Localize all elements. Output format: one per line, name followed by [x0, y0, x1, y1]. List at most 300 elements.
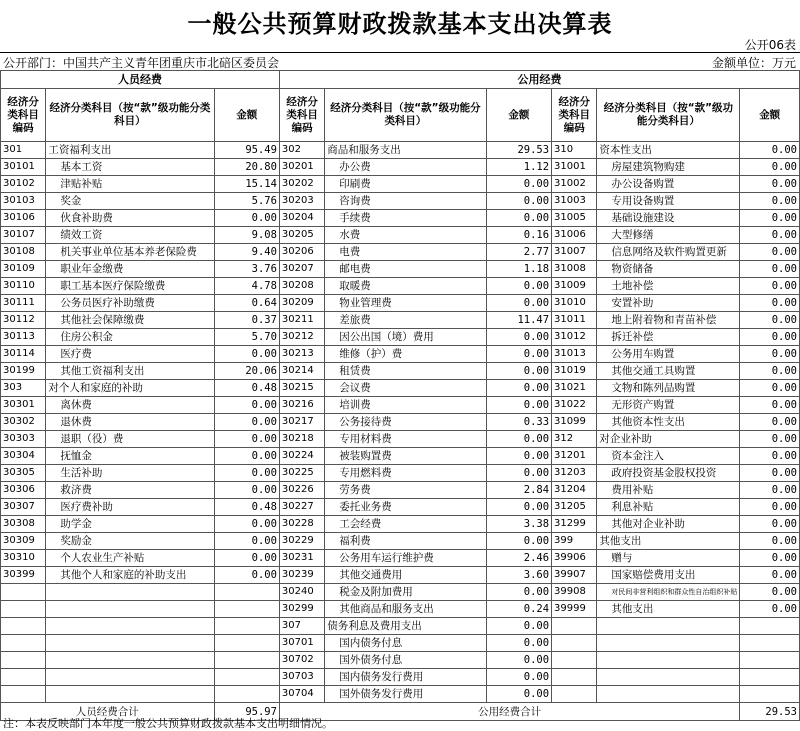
- name-cell-col2: 国内债务付息: [325, 635, 486, 652]
- name-cell-col1: 津贴补贴: [46, 176, 214, 193]
- name-cell-col2: 公务接待费: [325, 414, 486, 431]
- table-row: [1, 363, 800, 380]
- amount-cell-col1: 0.00: [214, 516, 279, 533]
- code-cell-col2: 30226: [279, 482, 324, 499]
- code-cell-col2: 30202: [279, 176, 324, 193]
- name-cell-col1: 退职（役）费: [46, 431, 214, 448]
- table-row: [1, 397, 800, 414]
- amount-cell-col2: 0.00: [486, 448, 551, 465]
- header-code: 经济分类科目编码: [279, 89, 324, 142]
- name-cell-col1: [46, 601, 214, 618]
- code-cell-col1: 30305: [1, 465, 46, 482]
- name-cell-col3: [597, 669, 740, 686]
- header-name: 经济分类科目（按“款”级功能分类科目）: [325, 89, 486, 142]
- code-cell-col3: 31204: [552, 482, 597, 499]
- amount-cell-col2: 0.00: [486, 193, 551, 210]
- table-row: [1, 176, 800, 193]
- table-row: [1, 380, 800, 397]
- name-cell-col3: 资本性支出: [597, 142, 740, 159]
- name-cell-col3: 文物和陈列品购置: [597, 380, 740, 397]
- table-row: [1, 465, 800, 482]
- amount-cell-col2: 0.00: [486, 652, 551, 669]
- group-public: 公用经费: [279, 71, 799, 89]
- name-cell-col1: [46, 584, 214, 601]
- amount-cell-col1: 0.48: [214, 499, 279, 516]
- name-cell-col3: [597, 635, 740, 652]
- code-cell-col1: 30306: [1, 482, 46, 499]
- name-cell-col1: [46, 669, 214, 686]
- code-cell-col2: 30229: [279, 533, 324, 550]
- name-cell-col1: [46, 635, 214, 652]
- amount-cell-col1: 0.48: [214, 380, 279, 397]
- code-cell-col2: 30212: [279, 329, 324, 346]
- code-cell-col2: 30704: [279, 686, 324, 703]
- amount-cell-col1: 5.70: [214, 329, 279, 346]
- code-cell-col1: 30101: [1, 159, 46, 176]
- name-cell-col1: 职工基本医疗保险缴费: [46, 278, 214, 295]
- header-code: 经济分类科目编码: [1, 89, 46, 142]
- code-cell-col3: [552, 635, 597, 652]
- code-cell-col2: 30702: [279, 652, 324, 669]
- amount-cell-col1: 0.00: [214, 465, 279, 482]
- code-cell-col3: 31005: [552, 210, 597, 227]
- amount-cell-col3: 0.00: [740, 516, 800, 533]
- code-cell-col2: 30701: [279, 635, 324, 652]
- amount-cell-col2: 0.00: [486, 346, 551, 363]
- code-cell-col1: [1, 669, 46, 686]
- amount-cell-col3: 0.00: [740, 431, 800, 448]
- name-cell-col1: 抚恤金: [46, 448, 214, 465]
- code-cell-col1: 30399: [1, 567, 46, 584]
- name-cell-col3: 其他对企业补助: [597, 516, 740, 533]
- amount-cell-col1: [214, 669, 279, 686]
- code-cell-col1: 30103: [1, 193, 46, 210]
- code-cell-col2: 30207: [279, 261, 324, 278]
- group-personnel: 人员经费: [1, 71, 280, 89]
- name-cell-col2: 其他交通费用: [325, 567, 486, 584]
- name-cell-col3: 费用补贴: [597, 482, 740, 499]
- name-cell-col3: 国家赔偿费用支出: [597, 567, 740, 584]
- name-cell-col3: 专用设备购置: [597, 193, 740, 210]
- name-cell-col3: 基础设施建设: [597, 210, 740, 227]
- code-cell-col1: 30302: [1, 414, 46, 431]
- code-cell-col1: 30308: [1, 516, 46, 533]
- code-cell-col1: 30108: [1, 244, 46, 261]
- amount-cell-col3: 0.00: [740, 465, 800, 482]
- name-cell-col2: 电费: [325, 244, 486, 261]
- code-cell-col2: 30205: [279, 227, 324, 244]
- amount-cell-col1: 9.40: [214, 244, 279, 261]
- code-cell-col1: [1, 618, 46, 635]
- code-cell-col3: [552, 686, 597, 703]
- table-row: [1, 499, 800, 516]
- table-row: [1, 448, 800, 465]
- code-cell-col1: [1, 601, 46, 618]
- amount-cell-col2: 0.00: [486, 499, 551, 516]
- name-cell-col3: [597, 686, 740, 703]
- code-cell-col1: 30307: [1, 499, 46, 516]
- name-cell-col1: 其他个人和家庭的补助支出: [46, 567, 214, 584]
- code-cell-col1: 301: [1, 142, 46, 159]
- code-cell-col3: 31008: [552, 261, 597, 278]
- group-header-row: [1, 71, 800, 89]
- amount-cell-col3: 0.00: [740, 227, 800, 244]
- table-row: [1, 533, 800, 550]
- name-cell-col2: 债务利息及费用支出: [325, 618, 486, 635]
- table-row: [1, 329, 800, 346]
- table-row: [1, 142, 800, 159]
- table-row: [1, 482, 800, 499]
- name-cell-col3: 公务用车购置: [597, 346, 740, 363]
- amount-cell-col3: 0.00: [740, 567, 800, 584]
- name-cell-col2: 福利费: [325, 533, 486, 550]
- amount-cell-col2: 0.00: [486, 618, 551, 635]
- amount-cell-col2: 0.00: [486, 584, 551, 601]
- name-cell-col2: 培训费: [325, 397, 486, 414]
- amount-cell-col3: 0.00: [740, 210, 800, 227]
- code-cell-col2: 30227: [279, 499, 324, 516]
- amount-cell-col3: [740, 669, 800, 686]
- code-cell-col3: 31019: [552, 363, 597, 380]
- code-cell-col1: 30310: [1, 550, 46, 567]
- name-cell-col1: [46, 652, 214, 669]
- amount-cell-col3: 0.00: [740, 380, 800, 397]
- code-cell-col1: 30106: [1, 210, 46, 227]
- name-cell-col1: 工资福利支出: [46, 142, 214, 159]
- code-cell-col3: 31021: [552, 380, 597, 397]
- code-cell-col3: 312: [552, 431, 597, 448]
- amount-cell-col2: 2.77: [486, 244, 551, 261]
- amount-cell-col3: 0.00: [740, 295, 800, 312]
- name-cell-col1: 医疗费: [46, 346, 214, 363]
- code-cell-col2: 30203: [279, 193, 324, 210]
- code-cell-col3: 31299: [552, 516, 597, 533]
- name-cell-col3: 其他支出: [597, 601, 740, 618]
- name-cell-col3: 无形资产购置: [597, 397, 740, 414]
- amount-cell-col1: 0.00: [214, 414, 279, 431]
- table-row: [1, 669, 800, 686]
- name-cell-col2: 国内债务发行费用: [325, 669, 486, 686]
- code-cell-col2: 30231: [279, 550, 324, 567]
- amount-cell-col3: 0.00: [740, 550, 800, 567]
- name-cell-col3: 拆迁补偿: [597, 329, 740, 346]
- public-total-label: 公用经费合计: [279, 703, 739, 721]
- name-cell-col2: 商品和服务支出: [325, 142, 486, 159]
- name-cell-col1: 职业年金缴费: [46, 261, 214, 278]
- code-cell-col2: 30209: [279, 295, 324, 312]
- code-cell-col2: 307: [279, 618, 324, 635]
- amount-cell-col2: 0.00: [486, 635, 551, 652]
- code-cell-col2: 30228: [279, 516, 324, 533]
- meta-line: [0, 52, 800, 69]
- amount-cell-col1: 0.64: [214, 295, 279, 312]
- amount-cell-col1: 0.00: [214, 550, 279, 567]
- table-row: [1, 635, 800, 652]
- code-cell-col1: 30304: [1, 448, 46, 465]
- amount-cell-col3: 0.00: [740, 176, 800, 193]
- code-cell-col3: [552, 618, 597, 635]
- column-header-row: [1, 89, 800, 142]
- personnel-total-label: 人员经费合计: [1, 703, 215, 721]
- code-cell-col2: 30204: [279, 210, 324, 227]
- code-cell-col2: 30218: [279, 431, 324, 448]
- amount-cell-col3: 0.00: [740, 278, 800, 295]
- code-cell-col3: 31006: [552, 227, 597, 244]
- amount-cell-col3: 0.00: [740, 346, 800, 363]
- name-cell-col2: 被装购置费: [325, 448, 486, 465]
- header-amount: 金额: [214, 89, 279, 142]
- name-cell-col2: 劳务费: [325, 482, 486, 499]
- name-cell-col2: 维修（护）费: [325, 346, 486, 363]
- code-cell-col1: 303: [1, 380, 46, 397]
- code-cell-col3: 39906: [552, 550, 597, 567]
- code-cell-col1: 30199: [1, 363, 46, 380]
- amount-cell-col2: 0.00: [486, 363, 551, 380]
- amount-cell-col2: 0.24: [486, 601, 551, 618]
- code-cell-col1: 30102: [1, 176, 46, 193]
- code-cell-col3: 31099: [552, 414, 597, 431]
- amount-cell-col2: 0.00: [486, 397, 551, 414]
- amount-cell-col3: 0.00: [740, 261, 800, 278]
- code-cell-col1: [1, 635, 46, 652]
- code-cell-col3: 310: [552, 142, 597, 159]
- name-cell-col1: 其他工资福利支出: [46, 363, 214, 380]
- table-row: [1, 295, 800, 312]
- name-cell-col1: 个人农业生产补贴: [46, 550, 214, 567]
- name-cell-col3: 安置补助: [597, 295, 740, 312]
- name-cell-col1: 公务员医疗补助缴费: [46, 295, 214, 312]
- name-cell-col3: [597, 618, 740, 635]
- name-cell-col1: 救济费: [46, 482, 214, 499]
- table-row: [1, 193, 800, 210]
- name-cell-col2: 水费: [325, 227, 486, 244]
- header-name: 经济分类科目（按“款”级功能分类科目）: [597, 89, 740, 142]
- name-cell-col1: 医疗费补助: [46, 499, 214, 516]
- table-row: [1, 261, 800, 278]
- code-cell-col1: 30107: [1, 227, 46, 244]
- public-total-value: 29.53: [740, 703, 800, 721]
- amount-cell-col1: 15.14: [214, 176, 279, 193]
- amount-cell-col1: 0.00: [214, 210, 279, 227]
- code-cell-col3: 31009: [552, 278, 597, 295]
- name-cell-col2: 委托业务费: [325, 499, 486, 516]
- amount-cell-col1: 20.80: [214, 159, 279, 176]
- name-cell-col3: 大型修缮: [597, 227, 740, 244]
- name-cell-col2: 办公费: [325, 159, 486, 176]
- code-cell-col1: 30113: [1, 329, 46, 346]
- personnel-total-value: 95.97: [214, 703, 279, 721]
- name-cell-col3: 利息补贴: [597, 499, 740, 516]
- amount-cell-col1: 4.78: [214, 278, 279, 295]
- amount-cell-col2: 0.33: [486, 414, 551, 431]
- code-cell-col2: 30201: [279, 159, 324, 176]
- amount-cell-col3: [740, 618, 800, 635]
- name-cell-col3: 土地补偿: [597, 278, 740, 295]
- name-cell-col1: 其他社会保障缴费: [46, 312, 214, 329]
- name-cell-col3: 办公设备购置: [597, 176, 740, 193]
- code-cell-col2: 30225: [279, 465, 324, 482]
- amount-cell-col3: [740, 635, 800, 652]
- amount-cell-col2: 29.53: [486, 142, 551, 159]
- amount-cell-col2: 0.00: [486, 295, 551, 312]
- table-row: [1, 652, 800, 669]
- table-row: [1, 244, 800, 261]
- amount-cell-col1: 5.76: [214, 193, 279, 210]
- amount-cell-col2: 0.00: [486, 176, 551, 193]
- amount-cell-col1: 3.76: [214, 261, 279, 278]
- header-amount: 金额: [486, 89, 551, 142]
- page-title: 一般公共预算财政拨款基本支出决算表: [187, 10, 613, 38]
- amount-cell-col3: 0.00: [740, 397, 800, 414]
- amount-cell-col1: 20.06: [214, 363, 279, 380]
- amount-cell-col2: 1.18: [486, 261, 551, 278]
- code-cell-col3: [552, 652, 597, 669]
- unit-label: 金额单位：万元: [711, 56, 796, 70]
- amount-cell-col3: 0.00: [740, 601, 800, 618]
- name-cell-col1: 退休费: [46, 414, 214, 431]
- code-cell-col3: 31001: [552, 159, 597, 176]
- name-cell-col1: 对个人和家庭的补助: [46, 380, 214, 397]
- code-cell-col1: 30114: [1, 346, 46, 363]
- amount-cell-col3: 0.00: [740, 584, 800, 601]
- name-cell-col2: 邮电费: [325, 261, 486, 278]
- table-row: [1, 618, 800, 635]
- amount-cell-col1: [214, 686, 279, 703]
- name-cell-col2: 物业管理费: [325, 295, 486, 312]
- code-cell-col1: 30309: [1, 533, 46, 550]
- code-cell-col2: 30216: [279, 397, 324, 414]
- code-cell-col1: [1, 686, 46, 703]
- amount-cell-col3: 0.00: [740, 193, 800, 210]
- name-cell-col1: [46, 618, 214, 635]
- amount-cell-col3: 0.00: [740, 448, 800, 465]
- header-name: 经济分类科目（按“款”级功能分类科目）: [46, 89, 214, 142]
- amount-cell-col2: 3.60: [486, 567, 551, 584]
- code-cell-col3: 39999: [552, 601, 597, 618]
- amount-cell-col1: 0.00: [214, 448, 279, 465]
- amount-cell-col3: 0.00: [740, 142, 800, 159]
- name-cell-col1: 助学金: [46, 516, 214, 533]
- code-cell-col3: 399: [552, 533, 597, 550]
- code-cell-col2: 30206: [279, 244, 324, 261]
- code-cell-col2: 30213: [279, 346, 324, 363]
- code-cell-col3: [552, 669, 597, 686]
- table-row: [1, 550, 800, 567]
- code-cell-col2: 30299: [279, 601, 324, 618]
- amount-cell-col2: 1.12: [486, 159, 551, 176]
- name-cell-col3: 对企业补助: [597, 431, 740, 448]
- code-cell-col3: 31205: [552, 499, 597, 516]
- name-cell-col3: 其他支出: [597, 533, 740, 550]
- code-cell-col2: 30208: [279, 278, 324, 295]
- table-number: 公开06表: [744, 38, 796, 52]
- amount-cell-col3: 0.00: [740, 363, 800, 380]
- amount-cell-col1: 0.00: [214, 567, 279, 584]
- name-cell-col2: 国外债务付息: [325, 652, 486, 669]
- amount-cell-col1: 0.37: [214, 312, 279, 329]
- amount-cell-col3: 0.00: [740, 312, 800, 329]
- name-cell-col3: 地上附着物和青苗补偿: [597, 312, 740, 329]
- code-cell-col2: 30703: [279, 669, 324, 686]
- code-cell-col2: 30239: [279, 567, 324, 584]
- name-cell-col2: 手续费: [325, 210, 486, 227]
- name-cell-col2: 国外债务发行费用: [325, 686, 486, 703]
- code-cell-col3: 31002: [552, 176, 597, 193]
- amount-cell-col2: 2.46: [486, 550, 551, 567]
- name-cell-col3: 物资储备: [597, 261, 740, 278]
- amount-cell-col3: [740, 652, 800, 669]
- code-cell-col3: 39907: [552, 567, 597, 584]
- amount-cell-col2: 0.00: [486, 669, 551, 686]
- name-cell-col1: 基本工资: [46, 159, 214, 176]
- code-cell-col2: 30215: [279, 380, 324, 397]
- name-cell-col2: 会议费: [325, 380, 486, 397]
- code-cell-col3: 31203: [552, 465, 597, 482]
- name-cell-col2: 专用材料费: [325, 431, 486, 448]
- amount-cell-col1: [214, 584, 279, 601]
- amount-cell-col2: 0.00: [486, 533, 551, 550]
- footnote: 注：本表反映部门本年度一般公共预算财政拨款基本支出明细情况。: [3, 717, 333, 730]
- amount-cell-col1: [214, 635, 279, 652]
- code-cell-col3: 31012: [552, 329, 597, 346]
- amount-cell-col2: 11.47: [486, 312, 551, 329]
- amount-cell-col1: 9.08: [214, 227, 279, 244]
- name-cell-col2: 咨询费: [325, 193, 486, 210]
- code-cell-col3: 31022: [552, 397, 597, 414]
- table-row: [1, 601, 800, 618]
- table-row: [1, 414, 800, 431]
- amount-cell-col3: 0.00: [740, 244, 800, 261]
- amount-cell-col2: 0.00: [486, 329, 551, 346]
- table-row: [1, 567, 800, 584]
- name-cell-col1: [46, 686, 214, 703]
- code-cell-col1: 30112: [1, 312, 46, 329]
- amount-cell-col3: 0.00: [740, 329, 800, 346]
- name-cell-col1: 机关事业单位基本养老保险费: [46, 244, 214, 261]
- amount-cell-col1: [214, 601, 279, 618]
- name-cell-col3: 信息网络及软件购置更新: [597, 244, 740, 261]
- code-cell-col2: 30214: [279, 363, 324, 380]
- name-cell-col2: 因公出国（境）费用: [325, 329, 486, 346]
- name-cell-col2: 其他商品和服务支出: [325, 601, 486, 618]
- name-cell-col3: 资本金注入: [597, 448, 740, 465]
- code-cell-col1: 30111: [1, 295, 46, 312]
- code-cell-col1: 30110: [1, 278, 46, 295]
- table-row: [1, 159, 800, 176]
- table-row: [1, 686, 800, 703]
- amount-cell-col2: 0.16: [486, 227, 551, 244]
- amount-cell-col1: 0.00: [214, 397, 279, 414]
- code-cell-col2: 30240: [279, 584, 324, 601]
- table-row: [1, 431, 800, 448]
- amount-cell-col3: [740, 686, 800, 703]
- amount-cell-col1: [214, 618, 279, 635]
- name-cell-col3: 其他资本性支出: [597, 414, 740, 431]
- table-row: [1, 278, 800, 295]
- amount-cell-col3: 0.00: [740, 533, 800, 550]
- name-cell-col3: 其他交通工具购置: [597, 363, 740, 380]
- name-cell-col1: 生活补助: [46, 465, 214, 482]
- amount-cell-col1: 0.00: [214, 346, 279, 363]
- name-cell-col1: 绩效工资: [46, 227, 214, 244]
- amount-cell-col2: 0.00: [486, 278, 551, 295]
- amount-cell-col2: 0.00: [486, 210, 551, 227]
- name-cell-col3: 对民间非营利组织和群众性自治组织补贴: [597, 584, 740, 601]
- code-cell-col2: 30224: [279, 448, 324, 465]
- table-row: [1, 346, 800, 363]
- name-cell-col2: 印刷费: [325, 176, 486, 193]
- amount-cell-col3: 0.00: [740, 159, 800, 176]
